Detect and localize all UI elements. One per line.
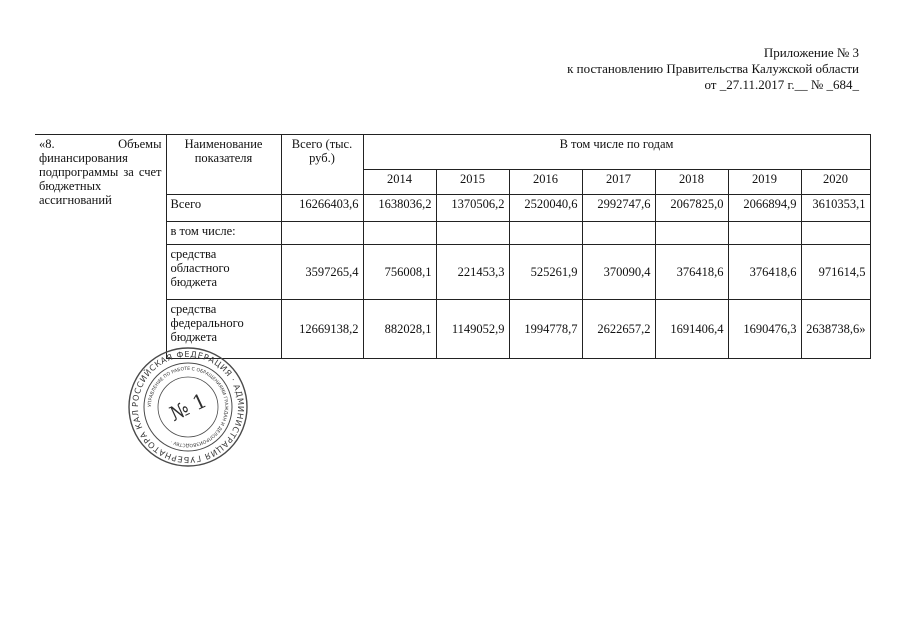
year-value — [509, 222, 582, 245]
year-value: 3610353,1 — [801, 195, 870, 222]
year-value: 376418,6 — [655, 245, 728, 300]
year-header: 2017 — [582, 170, 655, 195]
year-value — [728, 222, 801, 245]
appendix-date-number: от _27.11.2017 г.__ № _684_ — [704, 77, 859, 92]
year-value: 2992747,6 — [582, 195, 655, 222]
year-value: 756008,1 — [363, 245, 436, 300]
year-value — [363, 222, 436, 245]
year-header: 2020 — [801, 170, 870, 195]
year-value: 882028,1 — [363, 300, 436, 359]
year-value: 2622657,2 — [582, 300, 655, 359]
year-value: 971614,5 — [801, 245, 870, 300]
year-value: 1149052,9 — [436, 300, 509, 359]
year-value — [801, 222, 870, 245]
row-total: 3597265,4 — [281, 245, 363, 300]
column-header-total: Всего (тыс. руб.) — [281, 135, 363, 195]
year-value: 376418,6 — [728, 245, 801, 300]
stamp-outer-text: РОССИЙСКАЯ ФЕДЕРАЦИЯ · АДМИНИСТРАЦИЯ ГУБЕРНАТОРА КАЛ — [129, 348, 247, 466]
year-value: 2067825,0 — [655, 195, 728, 222]
row-name: Всего — [166, 195, 281, 222]
year-value: 1638036,2 — [363, 195, 436, 222]
table-header-row — [35, 135, 870, 170]
year-value: 525261,9 — [509, 245, 582, 300]
column-header-years-group: В том числе по годам — [363, 135, 870, 170]
appendix-number: Приложение № 3 — [763, 45, 859, 60]
year-value: 370090,4 — [582, 245, 655, 300]
column-header-indicator: Наименование показателя — [166, 135, 281, 195]
year-value — [655, 222, 728, 245]
official-stamp — [126, 345, 250, 469]
year-value: 2520040,6 — [509, 195, 582, 222]
year-header: 2015 — [436, 170, 509, 195]
financing-table — [35, 134, 871, 359]
stamp-center-number: № 1 — [165, 388, 211, 426]
year-header: 2016 — [509, 170, 582, 195]
year-value: 2066894,9 — [728, 195, 801, 222]
year-value: 221453,3 — [436, 245, 509, 300]
document-header — [567, 45, 859, 93]
year-value: 1690476,3 — [728, 300, 801, 359]
row-total — [281, 222, 363, 245]
year-value — [436, 222, 509, 245]
row-total: 12669138,2 — [281, 300, 363, 359]
year-value: 2638738,6» — [801, 300, 870, 359]
row-name: в том числе: — [166, 222, 281, 245]
year-header: 2019 — [728, 170, 801, 195]
row-name: средства федерального бюджета — [166, 300, 281, 359]
stamp-seal-graphic — [126, 345, 250, 469]
section-label: «8. Объемы финансирования подпрограммы за счет бюджетных ассигнований — [35, 135, 166, 359]
financing-table-wrapper — [35, 134, 871, 359]
year-value: 1994778,7 — [509, 300, 582, 359]
year-header: 2018 — [655, 170, 728, 195]
row-name: средства областного бюджета — [166, 245, 281, 300]
appendix-reference: к постановлению Правительства Калужской области — [567, 61, 859, 76]
row-total: 16266403,6 — [281, 195, 363, 222]
year-value — [582, 222, 655, 245]
year-header: 2014 — [363, 170, 436, 195]
year-value: 1370506,2 — [436, 195, 509, 222]
stamp-inner-text: УПРАВЛЕНИЕ ПО РАБОТЕ С ОБРАЩЕНИЯМИ ГРАЖДАН И ДЕЛОПРОИЗВОДСТВУ · — [147, 366, 229, 448]
year-value: 1691406,4 — [655, 300, 728, 359]
